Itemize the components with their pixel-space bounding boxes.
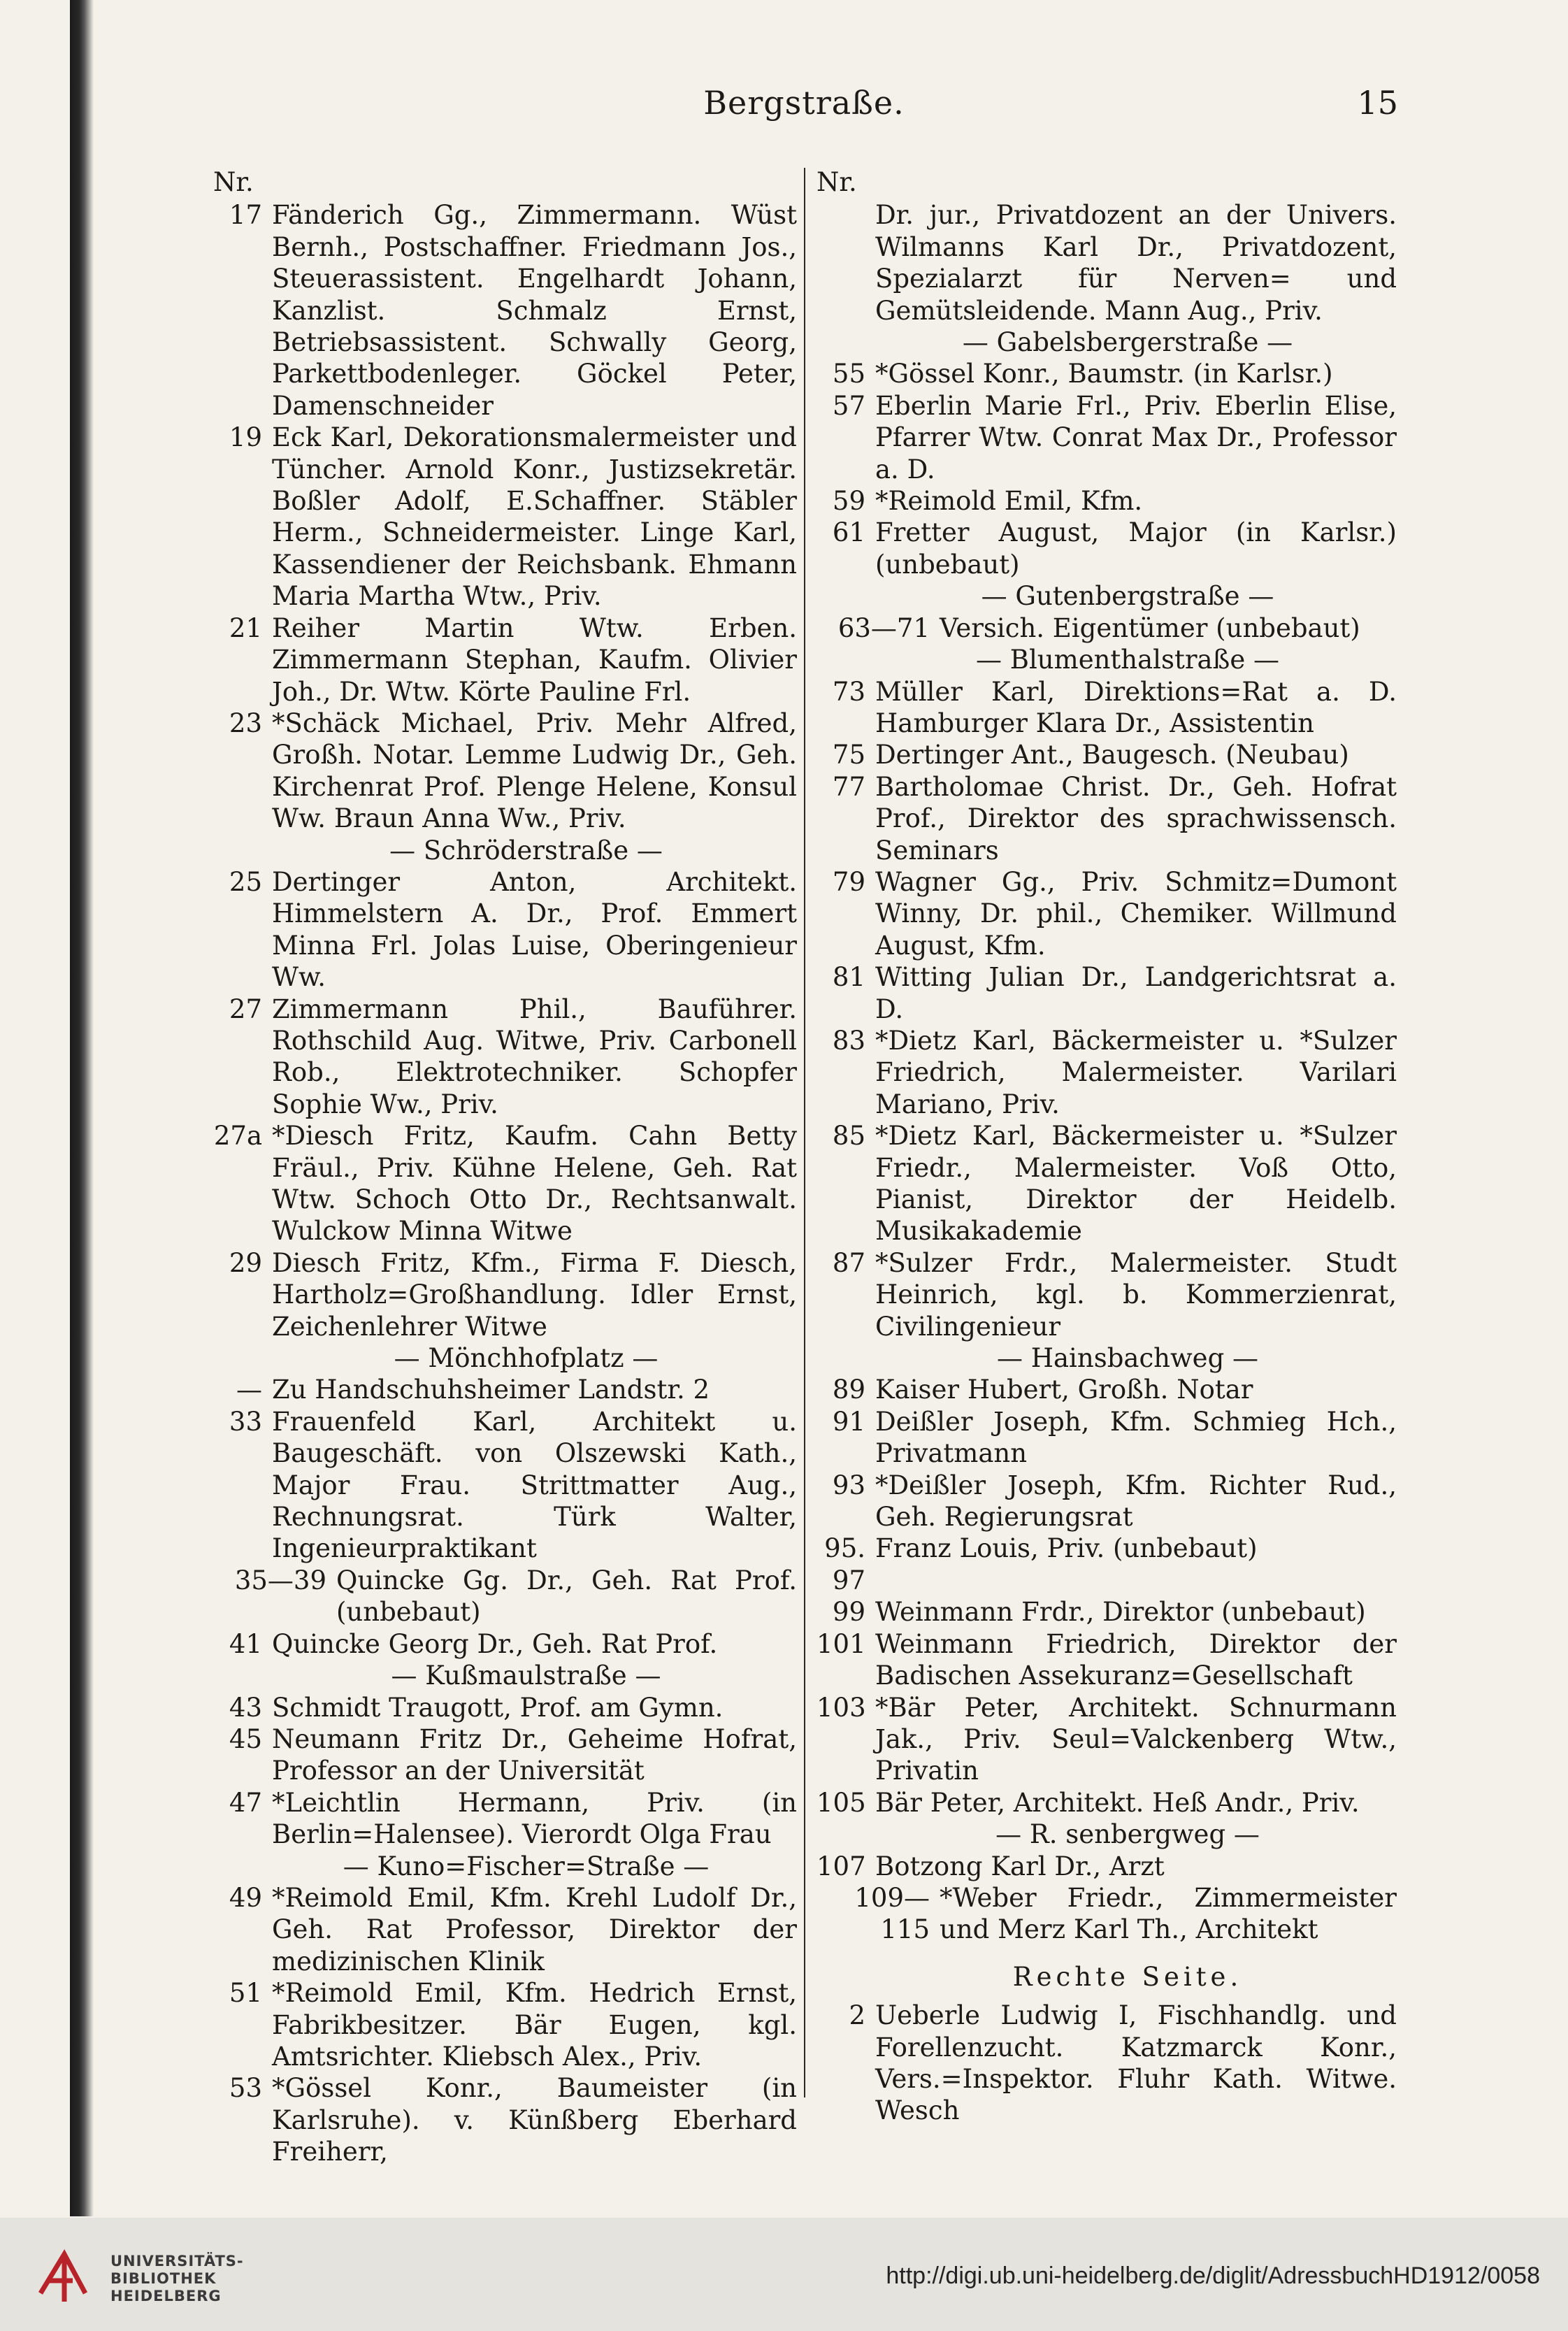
library-name-line: BIBLIOTHEK: [110, 2270, 217, 2287]
house-number: 33: [229, 1406, 262, 1437]
house-number: 25: [229, 866, 262, 897]
resident-list: Dr. jur., Privatdozent an der Univers. Wilmanns Karl Dr., Privatdozent, Spezialarzt für Nerven= und Gemütsleidende. Mann Aug., Priv.: [875, 200, 1397, 326]
library-name-line: HEIDELBERG: [110, 2288, 222, 2304]
directory-entry: [817, 1406, 1397, 1470]
directory-entry: [817, 771, 1397, 866]
resident-list: Franz Louis, Priv. (unbebaut): [875, 1533, 1258, 1564]
right-column: [817, 166, 1397, 2127]
resident-list: *Deißler Joseph, Kfm. Richter Rud., Geh. Regierungsrat: [875, 1470, 1397, 1533]
house-number: 75: [832, 740, 865, 770]
house-number: 103: [817, 1692, 866, 1723]
directory-entry: [817, 1851, 1397, 1882]
resident-list: Quincke Georg Dr., Geh. Rat Prof.: [272, 1628, 718, 1659]
resident-list: *Gössel Konr., Baumstr. (in Karlsr.): [875, 359, 1333, 389]
house-number: 85: [832, 1121, 865, 1152]
resident-list: Zu Handschuhsheimer Landstr. 2: [272, 1375, 710, 1405]
cross-street-heading: — Gabelsbergerstraße —: [962, 327, 1293, 358]
house-number: 49: [229, 1882, 262, 1913]
house-number: 43: [229, 1692, 262, 1723]
resident-list: Fretter August, Major (in Karlsr.) (unbebaut): [875, 517, 1397, 580]
house-number: 2: [849, 2000, 865, 2031]
house-number: 99: [832, 1597, 865, 1628]
column-heading: Nr.: [817, 167, 857, 197]
directory-entry: [213, 1247, 797, 1342]
directory-entry: [817, 358, 1397, 389]
house-number: 87: [832, 1247, 865, 1278]
directory-entry: [817, 517, 1397, 580]
house-number: —: [236, 1375, 262, 1405]
house-number: 81: [832, 962, 865, 993]
directory-entry: [213, 422, 797, 612]
directory-entry: [213, 1374, 797, 1405]
resident-list: Wagner Gg., Priv. Schmitz=Dumont Winny, Dr. phil., Chemiker. Willmund August, Kfm.: [875, 866, 1397, 961]
house-number: 17: [229, 200, 262, 231]
house-number: 91: [832, 1406, 865, 1437]
directory-entry: [213, 199, 797, 422]
resident-list: Diesch Fritz, Kfm., Firma F. Diesch, Hartholz=Großhandlung. Idler Ernst, Zeichenlehrer Witwe: [272, 1247, 797, 1342]
directory-entry: [817, 1533, 1397, 1596]
digitization-footer: [0, 2218, 1568, 2331]
house-number: 79: [832, 866, 865, 897]
book-binding-edge: [70, 0, 94, 2216]
cross-street-heading: — Hainsbachweg —: [996, 1343, 1259, 1374]
library-name: [110, 2253, 244, 2305]
house-number: 61: [832, 517, 865, 548]
directory-entry: [213, 612, 797, 708]
directory-entry: [213, 1120, 797, 1247]
directory-entry: [817, 390, 1397, 485]
cross-street-heading: — Gutenbergstraße —: [981, 581, 1274, 612]
resident-list: *Gössel Konr., Baumeister (in Karlsruhe). v. Künßberg Eberhard Freiherr,: [272, 2073, 797, 2167]
resident-list: *Dietz Karl, Bäckermeister u. *Sulzer Friedrich, Malermeister. Varilari Mariano, Priv.: [875, 1025, 1397, 1119]
section-heading: Rechte Seite.: [1012, 1961, 1243, 1992]
directory-entry: [213, 1692, 797, 1723]
resident-list: Versich. Eigentümer (unbebaut): [940, 612, 1360, 643]
page-number: 15: [1357, 84, 1398, 122]
cross-street-heading: — Blumenthalstraße —: [976, 645, 1279, 675]
house-number: 27a: [213, 1121, 262, 1152]
directory-entry: [817, 1374, 1397, 1405]
resident-list: Botzong Karl Dr., Arzt: [875, 1851, 1165, 1881]
directory-entry: [213, 1787, 797, 1851]
resident-list: *Reimold Emil, Kfm. Hedrich Ernst, Fabrikbesitzer. Bär Eugen, kgl. Amtsrichter. Kliebsch Alex., Priv.: [272, 1978, 797, 2072]
house-number: 77: [832, 771, 865, 802]
cross-street-heading: — Mönchhofplatz —: [394, 1343, 659, 1374]
directory-entry: [817, 199, 1397, 327]
left-column: [213, 166, 797, 2168]
house-number: 35—39: [234, 1565, 326, 1595]
directory-entry: [817, 961, 1397, 1025]
resident-list: Dertinger Anton, Architekt. Himmelstern A. Dr., Prof. Emmert Minna Frl. Jolas Luise, Oberingenieur Ww.: [272, 866, 797, 993]
directory-entry: [213, 1565, 797, 1628]
directory-entry: [817, 1692, 1397, 1787]
resident-list: *Dietz Karl, Bäckermeister u. *Sulzer Friedr., Malermeister. Voß Otto, Pianist, Direktor der Heidelb. Musikakademie: [875, 1121, 1397, 1247]
resident-list: Witting Julian Dr., Landgerichtsrat a. D.: [875, 962, 1397, 1024]
directory-entry: [213, 994, 797, 1121]
directory-entry: [817, 1025, 1397, 1120]
resident-list: *Reimold Emil, Kfm.: [875, 486, 1143, 517]
resident-list: Eck Karl, Dekorationsmalermeister und Tüncher. Arnold Konr., Justizsekretär. Boßler Adolf, E.Schaffner. Stäbler Herm., Schneidermeister. Linge Karl, Kassendiener der Reichsbank. Ehmann Maria Martha Wtw., Priv.: [272, 422, 797, 612]
resident-list: *Leichtlin Hermann, Priv. (in Berlin=Halensee). Vierordt Olga Frau: [272, 1787, 797, 1850]
resident-list: *Weber Friedr., Zimmermeister und Merz Karl Th., Architekt: [940, 1882, 1397, 1945]
directory-entry: [817, 1882, 1397, 1946]
page-header: [210, 84, 1398, 133]
house-number: 107: [817, 1851, 866, 1881]
cross-street-heading: — Kuno=Fischer=Straße —: [343, 1851, 710, 1881]
resident-list: *Bär Peter, Architekt. Schnurmann Jak., Priv. Seul=Valckenberg Wtw., Privatin: [875, 1692, 1397, 1786]
resident-list: Schmidt Traugott, Prof. am Gymn.: [272, 1692, 724, 1723]
directory-entry: [817, 1787, 1397, 1819]
resident-list: Müller Karl, Direktions=Rat a. D. Hamburger Klara Dr., Assistentin: [875, 676, 1397, 738]
directory-entry: [817, 676, 1397, 740]
resident-list: Kaiser Hubert, Großh. Notar: [875, 1375, 1253, 1405]
resident-list: Quincke Gg. Dr., Geh. Rat Prof. (unbebaut): [336, 1565, 797, 1628]
house-number: 59: [832, 486, 865, 517]
resident-list: Bartholomae Christ. Dr., Geh. Hofrat Prof., Direktor des sprachwissensch. Seminars: [875, 771, 1397, 866]
directory-entry: [817, 739, 1397, 770]
right-column-entries: [817, 199, 1397, 2126]
cross-street-heading: — Kußmaulstraße —: [391, 1661, 661, 1691]
resident-list: *Schäck Michael, Priv. Mehr Alfred, Großh. Notar. Lemme Ludwig Dr., Geh. Kirchenrat Prof. Plenge Helene, Konsul Ww. Braun Anna Ww., Priv.: [272, 708, 797, 834]
directory-entry: [817, 1470, 1397, 1533]
directory-entry: [213, 1977, 797, 2072]
library-logo-icon: [28, 2239, 98, 2309]
cross-street-heading: — R. senbergweg —: [995, 1819, 1260, 1850]
resident-list: Reiher Martin Wtw. Erben. Zimmermann Stephan, Kaufm. Olivier Joh., Dr. Wtw. Körte Pauline Frl.: [272, 612, 797, 707]
resident-list: Eberlin Marie Frl., Priv. Eberlin Elise, Pfarrer Wtw. Conrat Max Dr., Professor a. D.: [875, 390, 1397, 485]
house-number: 63—71: [837, 612, 930, 643]
resident-list: Zimmermann Phil., Bauführer. Rothschild Aug. Witwe, Priv. Carbonell Rob., Elektrotechniker. Schopfer Sophie Ww., Priv.: [272, 994, 797, 1119]
directory-entry: [817, 485, 1397, 517]
running-title: Bergstraße.: [703, 84, 905, 122]
house-number: 51: [229, 1978, 262, 2009]
resident-list: Fänderich Gg., Zimmermann. Wüst Bernh., Postschaffner. Friedmann Jos., Steuerassistent. Engelhardt Johann, Kanzlist. Schmalz Ernst, Betriebsassistent. Schwally Georg, Parkettbodenleger. Göckel Peter, Damenschneider: [272, 200, 797, 421]
resident-list: *Diesch Fritz, Kaufm. Cahn Betty Fräul., Priv. Kühne Helene, Geh. Rat Wtw. Schoch Otto Dr., Rechtsanwalt. Wulckow Minna Witwe: [272, 1121, 797, 1247]
resident-list: Neumann Fritz Dr., Geheime Hofrat, Professor an der Universität: [272, 1723, 797, 1786]
house-number: 21: [229, 612, 262, 643]
directory-entry: [213, 1628, 797, 1660]
source-url-link[interactable]: http://digi.ub.uni-heidelberg.de/diglit/AdressbuchHD1912/0058: [886, 2262, 1540, 2289]
directory-entry: [817, 612, 1397, 644]
directory-entry: [817, 1247, 1397, 1342]
column-heading: Nr.: [213, 167, 254, 197]
resident-list: Bär Peter, Architekt. Heß Andr., Priv.: [875, 1787, 1360, 1818]
house-number: 29: [229, 1247, 262, 1278]
directory-entry: [213, 708, 797, 835]
house-number: [817, 199, 871, 327]
house-number: 89: [832, 1375, 865, 1405]
directory-entry: [817, 1596, 1397, 1628]
house-number: 27: [229, 994, 262, 1024]
resident-list: Dertinger Ant., Baugesch. (Neubau): [875, 740, 1349, 770]
resident-list: Frauenfeld Karl, Architekt u. Baugeschäft. von Olszewski Kath., Major Frau. Strittmatter Aug., Rechnungsrat. Türk Walter, Ingenieurpraktikant: [272, 1406, 797, 1564]
house-number: 83: [832, 1025, 865, 1056]
house-number: 73: [832, 676, 865, 707]
library-name-line: UNIVERSITÄTS-: [110, 2253, 244, 2269]
resident-list: Weinmann Frdr., Direktor (unbebaut): [875, 1597, 1366, 1628]
resident-list: Deißler Joseph, Kfm. Schmieg Hch., Privatmann: [875, 1406, 1397, 1469]
house-number: 19: [229, 422, 262, 453]
resident-list: *Sulzer Frdr., Malermeister. Studt Heinrich, kgl. b. Kommerzienrat, Civilingenieur: [875, 1247, 1397, 1342]
house-number: 57: [832, 390, 865, 421]
house-number: 53: [229, 2073, 262, 2104]
house-number: 105: [817, 1787, 866, 1818]
left-column-entries: [213, 199, 797, 2167]
directory-entry: [213, 1882, 797, 1977]
resident-list: Weinmann Friedrich, Direktor der Badischen Assekuranz=Gesellschaft: [875, 1628, 1397, 1691]
house-number: 101: [817, 1628, 866, 1659]
house-number: 41: [229, 1628, 262, 1659]
directory-entry: [213, 2072, 797, 2167]
resident-list: Ueberle Ludwig I, Fischhandlg. und Forellenzucht. Katzmarck Konr., Vers.=Inspektor. Fluhr Kath. Witwe. Wesch: [875, 2000, 1397, 2126]
resident-list: *Reimold Emil, Kfm. Krehl Ludolf Dr., Geh. Rat Professor, Direktor der medizinischen Klinik: [272, 1882, 797, 1977]
directory-entry: [213, 1406, 797, 1565]
directory-entry: [817, 1120, 1397, 1247]
house-number: 47: [229, 1787, 262, 1818]
house-number: 93: [832, 1470, 865, 1500]
house-number: 55: [832, 359, 865, 389]
directory-entry: [817, 866, 1397, 961]
column-divider: [804, 168, 805, 2097]
house-number: 45: [229, 1723, 262, 1754]
house-number: 23: [229, 708, 262, 738]
house-number: 109—115: [854, 1882, 930, 1945]
directory-entry: [213, 1723, 797, 1787]
cross-street-heading: — Schröderstraße —: [389, 835, 663, 866]
directory-entry: [817, 2000, 1397, 2127]
house-number: 95. 97: [824, 1533, 865, 1595]
directory-entry: [817, 1628, 1397, 1692]
directory-entry: [213, 866, 797, 994]
